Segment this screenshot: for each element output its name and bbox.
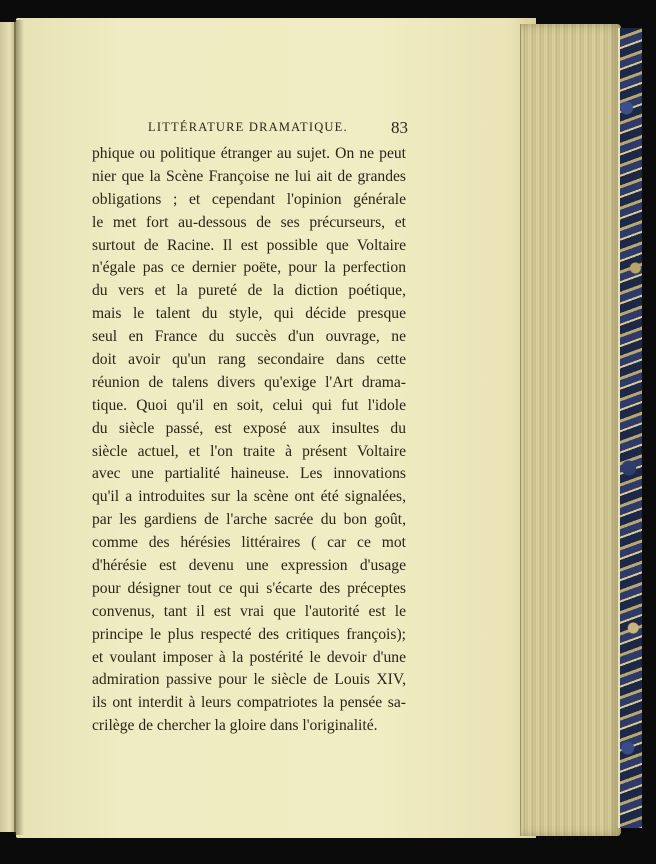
- text-line: convenus, tant il est vrai que l'autorité est le: [92, 602, 406, 620]
- text-line: seul en France du succès d'un ouvrage, ne: [92, 328, 406, 346]
- text-line: par les gardiens de l'arche sacrée du bon goût,: [92, 511, 406, 529]
- text-line: du vers et la pureté de la diction poétique,: [92, 282, 406, 300]
- text-line: principe le plus respecté des critiques françois);: [92, 625, 406, 643]
- page-block-edge: [520, 24, 621, 836]
- text-line: tique. Quoi qu'il en soit, celui qui fut l'idole: [92, 396, 406, 414]
- text-line: n'égale pas ce dernier poëte, pour la perfection: [92, 259, 406, 277]
- text-line: qu'il a introduites sur la scène ont été signalées,: [92, 488, 406, 506]
- marbled-cover-board: [618, 28, 642, 828]
- running-title: LITTÉRATURE DRAMATIQUE.: [148, 120, 348, 134]
- text-line: crilège de chercher la gloire dans l'originalité.: [92, 717, 378, 735]
- text-line: réunion de talens divers qu'exige l'Art drama-: [92, 373, 406, 391]
- text-line: d'hérésie est devenu une expression d'usage: [92, 557, 406, 575]
- text-line: mais le talent du style, qui décide presque: [92, 305, 406, 323]
- page-header: [92, 118, 408, 140]
- text-line: du siècle passé, est exposé aux insultes du: [92, 419, 406, 437]
- text-line: avec une partialité haineuse. Les innovations: [92, 465, 406, 483]
- text-line: doit avoir qu'un rang secondaire dans cette: [92, 351, 406, 369]
- body-text: [92, 143, 406, 738]
- text-line: pour désigner tout ce qui s'écarte des préceptes: [92, 579, 406, 597]
- text-line: obligations ; et cependant l'opinion générale: [92, 190, 406, 208]
- page-gutter-shadow: [14, 20, 24, 835]
- text-line: siècle actuel, et l'on traite à présent Voltaire: [92, 442, 406, 460]
- text-line: le met fort au-dessous de ses précurseurs, et: [92, 213, 406, 231]
- page-number: 83: [391, 118, 408, 137]
- text-line: ils ont interdit à leurs compatriotes la pensée sa-: [92, 694, 406, 712]
- text-line: phique ou politique étranger au sujet. On ne peut: [92, 145, 406, 162]
- text-line: nier que la Scène Françoise ne lui ait de grandes: [92, 167, 406, 185]
- text-line: surtout de Racine. Il est possible que Voltaire: [92, 236, 406, 254]
- text-line: admiration passive pour le siècle de Louis XIV,: [92, 671, 406, 689]
- text-line: et voulant imposer à la postérité le devoir d'une: [92, 648, 406, 666]
- text-line: comme des hérésies littéraires ( car ce mot: [92, 534, 406, 552]
